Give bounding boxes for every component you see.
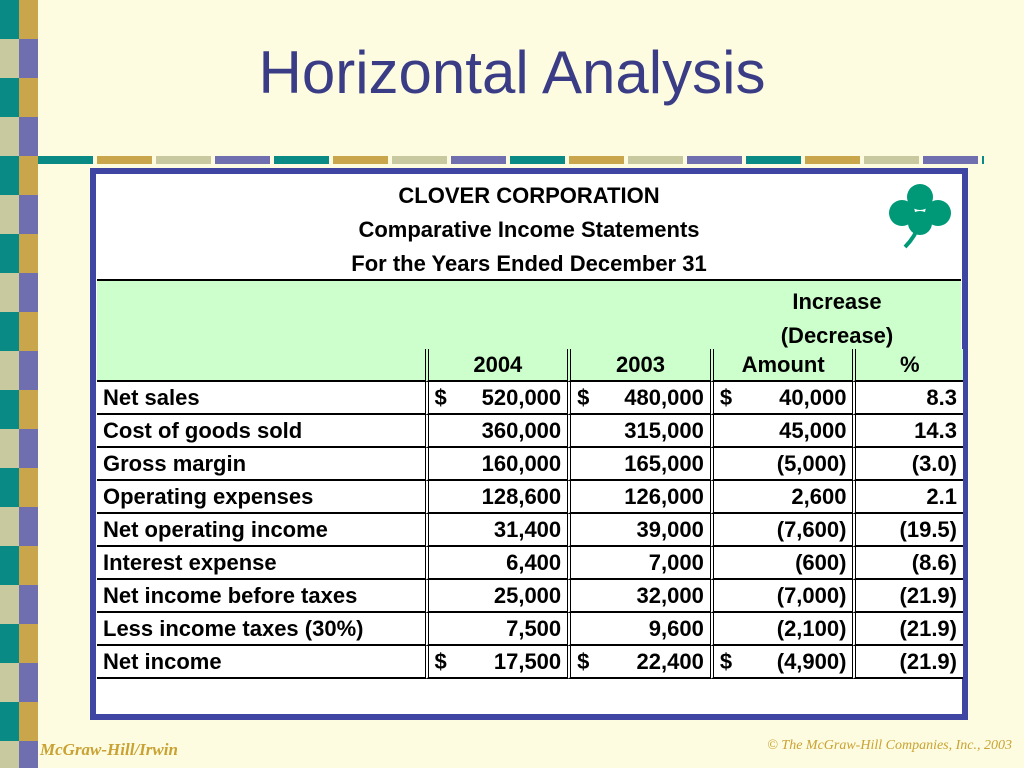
column-header-percent: %: [852, 349, 963, 382]
table-row: [97, 646, 963, 679]
value-2004: [425, 547, 568, 580]
value-2004: [425, 580, 568, 613]
table-row: [97, 481, 963, 514]
value-change-percent-text: 8.3: [926, 384, 957, 410]
deco-stripe: [19, 663, 38, 702]
deco-stripe: [0, 156, 19, 195]
value-2003: [567, 613, 710, 646]
deco-stripe: [0, 429, 19, 468]
row-label: [97, 547, 425, 580]
statement-panel: [90, 168, 968, 720]
table-row: [97, 613, 963, 646]
deco-bar-segment: [451, 156, 506, 164]
value-change-percent-text: (21.9): [899, 648, 957, 674]
deco-bar-segment: [215, 156, 270, 164]
deco-stripe: [19, 585, 38, 624]
value-2004-text: 360,000: [481, 417, 562, 443]
row-label: [97, 613, 425, 646]
deco-stripe: [19, 702, 38, 741]
table-row: [97, 415, 963, 448]
footer-publisher: McGraw-Hill/Irwin: [40, 740, 178, 759]
value-change-amount: [710, 547, 853, 580]
value-2003-text: 480,000: [624, 384, 704, 410]
value-change-percent-text: 14.3: [914, 417, 957, 443]
table-row: [97, 514, 963, 547]
value-change-percent: [852, 448, 963, 481]
row-label-text: Net income before taxes: [103, 582, 358, 608]
statement-inner: [96, 174, 962, 714]
row-label: [97, 415, 425, 448]
deco-stripe: [0, 585, 19, 624]
table-row: [97, 580, 963, 613]
decrease-header: (Decrease): [780, 323, 894, 348]
row-label-text: Net operating income: [103, 516, 328, 542]
value-change-percent: [852, 481, 963, 514]
statement-header: [97, 175, 961, 281]
company-name: CLOVER CORPORATION: [398, 183, 660, 208]
deco-stripe: [0, 195, 19, 234]
deco-stripe: [19, 195, 38, 234]
dollar-sign: $: [434, 648, 447, 674]
value-2003: [567, 514, 710, 547]
row-label-text: Interest expense: [103, 549, 277, 575]
value-change-percent: [852, 382, 963, 415]
value-change-amount-text: (600): [795, 549, 847, 575]
value-change-amount: [710, 481, 853, 514]
deco-stripe: [0, 741, 19, 768]
value-change-percent: [852, 514, 963, 547]
value-2003: [567, 415, 710, 448]
value-2004-text: 520,000: [481, 384, 562, 410]
value-change-amount-text: (7,600): [776, 516, 847, 542]
value-change-amount-text: (2,100): [776, 615, 847, 641]
row-label: [97, 580, 425, 613]
value-2003-text: 9,600: [648, 615, 704, 641]
value-change-percent: [852, 646, 963, 679]
deco-bar-segment: [392, 156, 447, 164]
value-change-amount-text: (5,000): [776, 450, 847, 476]
value-2003: [567, 580, 710, 613]
value-change-amount-text: (4,900): [776, 648, 847, 674]
deco-bar-segment: [510, 156, 565, 164]
deco-bar-segment: [156, 156, 211, 164]
clover-icon: [885, 181, 955, 251]
row-label: [97, 514, 425, 547]
deco-stripe: [0, 468, 19, 507]
deco-bar-segment: [333, 156, 388, 164]
table-row: [97, 382, 963, 415]
value-change-percent-text: (19.5): [899, 516, 957, 542]
value-2004-text: 31,400: [493, 516, 562, 542]
deco-bar-segment: [923, 156, 978, 164]
value-change-amount-text: 2,600: [791, 483, 847, 509]
value-change-amount: [710, 613, 853, 646]
value-change-amount: [710, 382, 853, 415]
row-label: [97, 448, 425, 481]
value-2004: [425, 448, 568, 481]
value-2004-text: 6,400: [506, 549, 562, 575]
value-change-amount: [710, 448, 853, 481]
table-row: [97, 547, 963, 580]
deco-bar-segment: [805, 156, 860, 164]
value-2004-text: 17,500: [493, 648, 562, 674]
header-blank: [97, 349, 425, 382]
value-2003-text: 126,000: [624, 483, 704, 509]
column-header-row: [97, 349, 963, 382]
row-label: [97, 646, 425, 679]
deco-bar-segment: [864, 156, 919, 164]
value-change-percent-text: 2.1: [926, 483, 957, 509]
value-2004: [425, 646, 568, 679]
value-change-percent: [852, 580, 963, 613]
value-2003: [567, 382, 710, 415]
increase-header: Increase: [792, 289, 882, 314]
deco-bar-segment: [628, 156, 683, 164]
footer-copyright: © The McGraw-Hill Companies, Inc., 2003: [767, 738, 1012, 753]
value-change-amount-text: 40,000: [779, 384, 847, 410]
deco-stripe: [0, 546, 19, 585]
deco-bar-segment: [38, 156, 93, 164]
value-2004-text: 160,000: [481, 450, 562, 476]
value-2004: [425, 481, 568, 514]
deco-bar-segment: [97, 156, 152, 164]
value-2003: [567, 646, 710, 679]
value-2004: [425, 514, 568, 547]
value-change-amount: [710, 646, 853, 679]
row-label-text: Gross margin: [103, 450, 247, 476]
income-statement-table: [97, 349, 963, 679]
value-change-percent-text: (21.9): [899, 582, 957, 608]
deco-stripe: [0, 663, 19, 702]
deco-stripe: [19, 234, 38, 273]
table-body: [97, 382, 963, 679]
value-2004-text: 7,500: [506, 615, 562, 641]
value-change-amount-text: (7,000): [776, 582, 847, 608]
statement-name: Comparative Income Statements: [358, 217, 700, 242]
column-header-amount: Amount: [710, 349, 853, 382]
value-change-percent-text: (3.0): [911, 450, 957, 476]
deco-stripe: [19, 741, 38, 768]
column-header-2003: 2003: [567, 349, 710, 382]
value-2003-text: 39,000: [636, 516, 704, 542]
value-change-percent-text: (8.6): [911, 549, 957, 575]
deco-stripe: [19, 156, 38, 195]
row-label: [97, 481, 425, 514]
row-label-text: Cost of goods sold: [103, 417, 303, 443]
deco-stripe: [0, 312, 19, 351]
value-2003-text: 315,000: [624, 417, 704, 443]
value-change-percent: [852, 415, 963, 448]
deco-stripe: [0, 702, 19, 741]
row-label-text: Net income: [103, 648, 222, 674]
value-change-percent: [852, 547, 963, 580]
value-change-amount: [710, 514, 853, 547]
deco-stripe: [19, 507, 38, 546]
deco-bar-segment: [982, 156, 984, 164]
statement-period: For the Years Ended December 31: [351, 251, 707, 276]
deco-stripe: [19, 312, 38, 351]
row-label: [97, 382, 425, 415]
value-2004-text: 128,600: [481, 483, 562, 509]
table-row: [97, 448, 963, 481]
column-header-2004: 2004: [425, 349, 568, 382]
value-2003-text: 22,400: [636, 648, 704, 674]
deco-stripe: [19, 351, 38, 390]
deco-stripe: [0, 390, 19, 429]
deco-stripe: [0, 507, 19, 546]
deco-bar-segment: [746, 156, 801, 164]
value-2003: [567, 448, 710, 481]
dollar-sign: $: [434, 384, 447, 410]
value-change-percent: [852, 613, 963, 646]
top-decorative-bar: [38, 156, 984, 164]
deco-stripe: [19, 546, 38, 585]
deco-stripe: [0, 351, 19, 390]
deco-stripe: [19, 390, 38, 429]
value-2004: [425, 613, 568, 646]
dollar-sign: $: [719, 648, 733, 674]
deco-stripe: [19, 468, 38, 507]
value-2003-text: 32,000: [636, 582, 704, 608]
value-2003-text: 7,000: [648, 549, 704, 575]
dollar-sign: $: [577, 384, 590, 410]
deco-stripe: [0, 234, 19, 273]
deco-stripe: [19, 117, 38, 156]
value-2004: [425, 415, 568, 448]
value-change-amount: [710, 415, 853, 448]
dollar-sign: $: [577, 648, 590, 674]
row-label-text: Net sales: [103, 384, 200, 410]
page-title: Horizontal Analysis: [258, 39, 766, 106]
value-2003-text: 165,000: [624, 450, 704, 476]
deco-stripe: [19, 273, 38, 312]
deco-stripe: [19, 0, 38, 39]
dollar-sign: $: [719, 384, 733, 410]
value-change-amount: [710, 580, 853, 613]
left-decorative-stripes: [0, 0, 38, 768]
deco-stripe: [19, 429, 38, 468]
value-2004: [425, 382, 568, 415]
row-label-text: Operating expenses: [103, 483, 314, 509]
deco-stripe: [0, 273, 19, 312]
row-label-text: Less income taxes (30%): [103, 615, 364, 641]
value-2004-text: 25,000: [493, 582, 562, 608]
deco-stripe: [0, 624, 19, 663]
deco-bar-segment: [569, 156, 624, 164]
value-2003: [567, 481, 710, 514]
value-change-percent-text: (21.9): [899, 615, 957, 641]
deco-stripe: [19, 624, 38, 663]
deco-stripe: [0, 0, 19, 39]
value-change-amount-text: 45,000: [779, 417, 847, 443]
deco-stripe: [0, 117, 19, 156]
value-2003: [567, 547, 710, 580]
deco-bar-segment: [687, 156, 742, 164]
deco-bar-segment: [274, 156, 329, 164]
